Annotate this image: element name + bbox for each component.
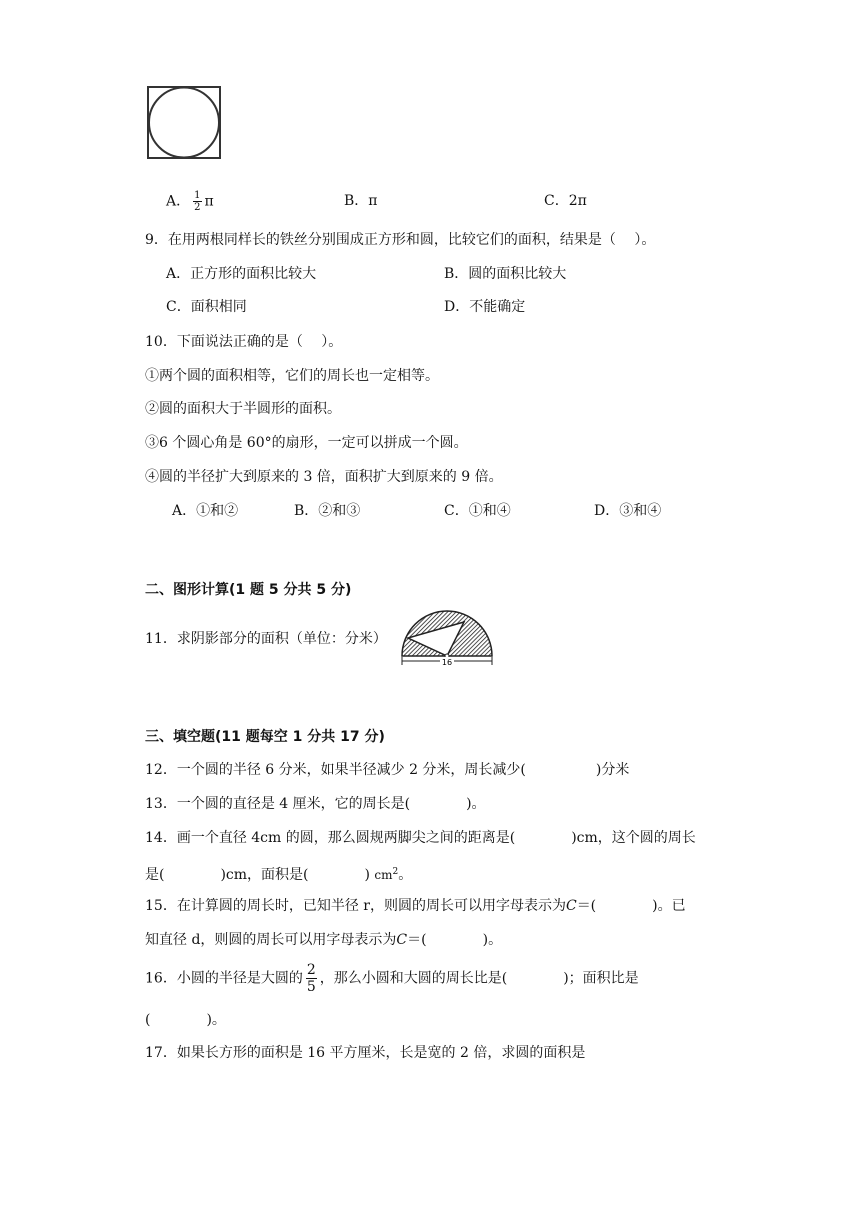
q14-line2: 是( )cm，面积是( ) $cm^2$。 bbox=[145, 867, 413, 883]
fraction: $\frac{1}{2}$ bbox=[194, 190, 201, 213]
shaded-semicircle-figure bbox=[398, 610, 496, 666]
q13-text: 13．一个圆的直径是 4 厘米，它的周长是( )。 bbox=[145, 796, 486, 812]
q9-stem: 9．在用两根同样长的铁丝分别围成正方形和圆，比较它们的面积，结果是（ ）。 bbox=[145, 232, 656, 248]
q9-option-d[interactable]: D．不能确定 bbox=[444, 299, 526, 315]
q10-option-a[interactable]: A．①和② bbox=[172, 503, 239, 519]
q14-line1: 14．画一个直径 4cm 的圆，那么圆规两脚尖之间的距离是( )cm，这个圆的周长 bbox=[145, 830, 696, 846]
fraction: $\frac{2}{5}$ bbox=[306, 962, 316, 995]
figure-dimension-label: 16 bbox=[441, 658, 453, 666]
q10-statement-1: ①两个圆的面积相等，它们的周长也一定相等。 bbox=[145, 368, 439, 384]
q8-option-a[interactable]: A． $\frac{1}{2}$ π bbox=[166, 190, 214, 213]
q10-statement-4: ④圆的半径扩大到原来的 3 倍，面积扩大到原来的 9 倍。 bbox=[145, 469, 503, 485]
q10-option-d[interactable]: D．③和④ bbox=[594, 503, 662, 519]
q16-line1: 16．小圆的半径是大圆的 $\frac{2}{5}$ ，那么小圆和大圆的周长比是( )；面积比是 bbox=[145, 962, 639, 995]
q10-statement-2: ②圆的面积大于半圆形的面积。 bbox=[145, 401, 341, 417]
q8-option-c[interactable]: C．2π bbox=[544, 193, 587, 209]
q9-option-b[interactable]: B．圆的面积比较大 bbox=[444, 266, 567, 282]
q10-stem: 10．下面说法正确的是（ ）。 bbox=[145, 334, 343, 350]
q16-line2: ( )。 bbox=[145, 1012, 226, 1028]
q15-line2: 知直径 d，则圆的周长可以用字母表示为C＝( )。 bbox=[145, 932, 503, 948]
section2-heading: 二、图形计算(1 题 5 分共 5 分) bbox=[145, 582, 352, 598]
q9-option-c[interactable]: C．面积相同 bbox=[166, 299, 247, 315]
section3-heading: 三、填空题(11 题每空 1 分共 17 分) bbox=[145, 729, 385, 745]
q10-option-c[interactable]: C．①和④ bbox=[444, 503, 511, 519]
q10-option-b[interactable]: B．②和③ bbox=[294, 503, 361, 519]
q10-statement-3: ③6 个圆心角是 60°的扇形，一定可以拼成一个圆。 bbox=[145, 435, 468, 451]
q17-text: 17．如果长方形的面积是 16 平方厘米，长是宽的 2 倍，求圆的面积是 bbox=[145, 1045, 586, 1061]
q8-option-b[interactable]: B．π bbox=[344, 193, 378, 209]
q12-text: 12．一个圆的半径 6 分米，如果半径减少 2 分米，周长减少( )分米 bbox=[145, 762, 630, 778]
q11-text: 11．求阴影部分的面积（单位：分米） bbox=[145, 631, 387, 647]
q9-option-a[interactable]: A．正方形的面积比较大 bbox=[166, 266, 317, 282]
q15-line1: 15．在计算圆的周长时，已知半径 r，则圆的周长可以用字母表示为C＝( )。已 bbox=[145, 898, 686, 914]
circle-in-square-figure bbox=[146, 85, 224, 161]
